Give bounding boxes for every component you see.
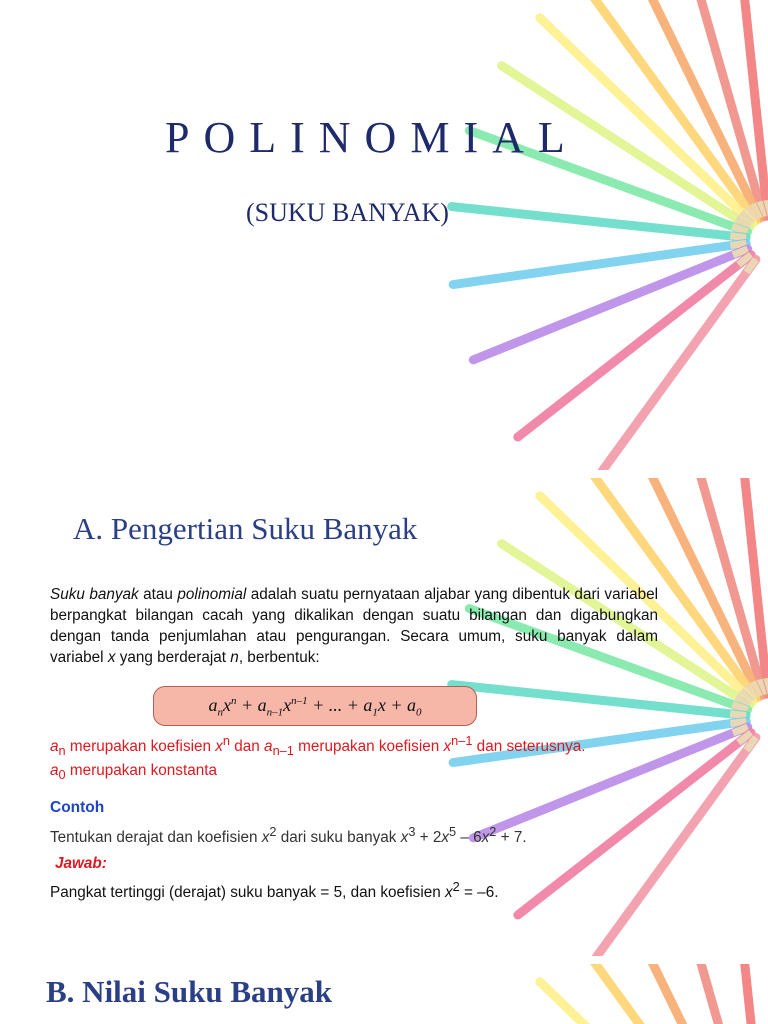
coefficient-note: $a_n$ merupakan koefisien $x^n$ dan $a_{n-1}$ merupakan koefisien $x^{n-1}$ dan seterusnya. — [50, 732, 586, 759]
pencil — [518, 255, 751, 437]
pencil — [518, 733, 751, 915]
pencil-tip — [730, 721, 746, 723]
slide-separator — [0, 470, 768, 478]
polynomial-formula: $a_nx^n + a_{n-1}x^{n-1}$ + ... + $a_1x + a_0$ — [208, 695, 422, 719]
section-heading: A. Pengertian Suku Banyak — [73, 511, 418, 546]
example-label: Contoh — [50, 799, 105, 816]
pencil-tip — [730, 714, 746, 716]
title-slide — [0, 0, 768, 470]
pencil — [630, 964, 760, 1024]
pencil — [737, 964, 768, 1024]
answer-label: Jawab: — [55, 855, 107, 872]
slide-separator — [0, 956, 768, 964]
pencil-tip — [730, 243, 746, 245]
pencil-tip — [730, 236, 746, 238]
example-answer: Pangkat tertinggi (derajat) suku banyak = 5, dan koefisien $x^2 = -6$. — [50, 878, 499, 901]
pencil-fan-decoration — [0, 0, 768, 470]
constant-note: $a_0$ merupakan konstanta — [50, 762, 217, 783]
pencil — [630, 0, 760, 218]
polynomial-formula-box — [153, 686, 477, 726]
example-question: Tentukan derajat dan koefisien $x^2$ dari suku banyak $x^3 + 2x^5 - 6x^2 + 7$. — [50, 823, 527, 846]
definition-slide — [0, 478, 768, 956]
slide-subtitle: (SUKU BANYAK) — [246, 198, 449, 227]
slide-title: POLINOMIAL — [165, 113, 579, 162]
value-slide — [0, 964, 768, 1024]
section-heading: B. Nilai Suku Banyak — [46, 974, 333, 1009]
definition-paragraph: Suku banyak atau polinomial adalah suatu pernyataan aljabar yang dibentuk dari variabel berpangkat bilangan cacah yang dikalikan dengan suatu bilangan dan digabungkan dengan tanda penjumlahan atau pengurangan. Secara umum, suku banyak dalam variabel x yang berderajat n, berbentuk: — [50, 586, 658, 666]
